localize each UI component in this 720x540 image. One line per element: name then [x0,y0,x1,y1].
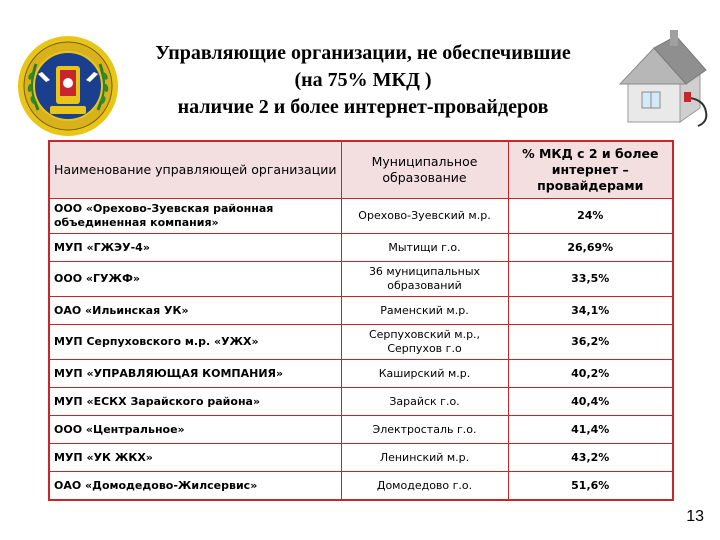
municipality-cell: Электросталь г.о. [341,416,508,444]
org-cell: МУП Серпуховского м.р. «УЖХ» [49,325,341,360]
percent-cell: 41,4% [508,416,673,444]
municipality-cell: 36 муниципальных образований [341,262,508,297]
org-cell: МУП «УПРАВЛЯЮЩАЯ КОМПАНИЯ» [49,360,341,388]
table-row [49,360,673,388]
table-row [49,297,673,325]
municipality-cell: Серпуховский м.р., Серпухов г.о [341,325,508,360]
table-row [49,325,673,360]
municipality-cell: Зарайск г.о. [341,388,508,416]
org-cell: ОАО «Домодедово-Жилсервис» [49,472,341,501]
org-cell: ООО «ГУЖФ» [49,262,341,297]
emblem-logo [16,34,120,138]
org-cell: МУП «ЕСКХ Зарайского района» [49,388,341,416]
municipality-cell: Орехово-Зуевский м.р. [341,199,508,234]
table-row [49,472,673,501]
percent-cell: 33,5% [508,262,673,297]
table-row [49,416,673,444]
providers-table [48,140,674,501]
house-icon [610,22,716,132]
municipality-cell: Ленинский м.р. [341,444,508,472]
percent-cell: 24% [508,199,673,234]
org-cell: МУП «УК ЖКХ» [49,444,341,472]
percent-cell: 43,2% [508,444,673,472]
table-row [49,262,673,297]
municipality-cell: Мытищи г.о. [341,234,508,262]
org-cell: МУП «ГЖЭУ-4» [49,234,341,262]
header-percent: % МКД с 2 и более интернет –провайдерами [508,141,673,199]
percent-cell: 40,4% [508,388,673,416]
percent-cell: 26,69% [508,234,673,262]
page-number: 13 [686,508,704,525]
percent-cell: 40,2% [508,360,673,388]
table-row [49,444,673,472]
municipality-cell: Домодедово г.о. [341,472,508,501]
org-cell: ОАО «Ильинская УК» [49,297,341,325]
title-line-1: Управляющие организации, не обеспечившие [155,42,571,64]
table-header-row [49,141,673,199]
title-line-2: (на 75% МКД ) [294,69,432,91]
percent-cell: 51,6% [508,472,673,501]
table-row [49,234,673,262]
header-municipality: Муниципальное образование [341,141,508,199]
municipality-cell: Каширский м.р. [341,360,508,388]
table-row [49,388,673,416]
slide-title [110,40,616,121]
org-cell: ООО «Центральное» [49,416,341,444]
header-organization: Наименование управляющей организации [49,141,341,199]
table-row [49,199,673,234]
municipality-cell: Раменский м.р. [341,297,508,325]
percent-cell: 34,1% [508,297,673,325]
percent-cell: 36,2% [508,325,673,360]
title-line-3: наличие 2 и более интернет-провайдеров [177,96,549,118]
org-cell: ООО «Орехово-Зуевская районная объединенная компания» [49,199,341,234]
